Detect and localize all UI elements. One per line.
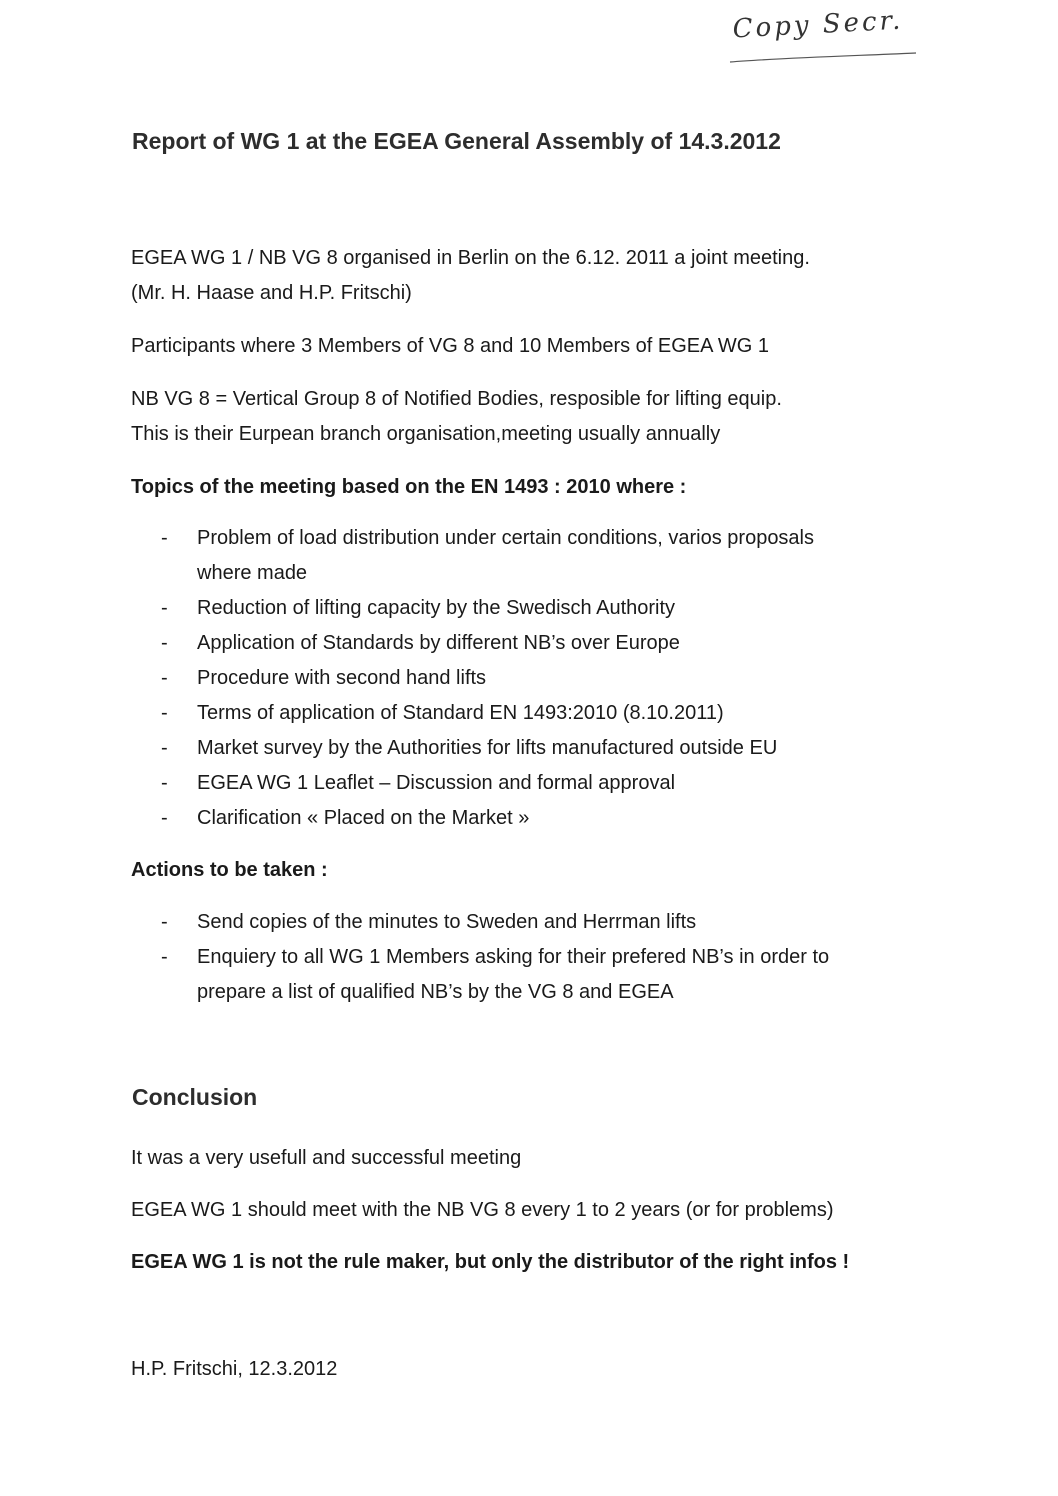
list-item-text: Enquiery to all WG 1 Members asking for their prefered NB’s in order to [197, 946, 830, 968]
list-item-text: Procedure with second hand lifts [197, 667, 487, 689]
intro-line-1: EGEA WG 1 / NB VG 8 organised in Berlin on the 6.12. 2011 a joint meeting. [131, 247, 810, 269]
list-item-text: Clarification « Placed on the Market » [197, 807, 530, 829]
handwritten-note: Copy Secr. [731, 5, 905, 45]
list-item [131, 591, 814, 626]
conclusion-line-2: EGEA WG 1 should meet with the NB VG 8 every 1 to 2 years (or for problems) [131, 1199, 834, 1221]
actions-heading: Actions to be taken : [131, 859, 328, 881]
list-item-text: Send copies of the minutes to Sweden and Herrman lifts [197, 911, 697, 933]
list-item [131, 521, 814, 591]
list-dash: - [161, 597, 168, 619]
list-dash: - [161, 772, 168, 794]
list-item [131, 661, 814, 696]
intro-line-2: (Mr. H. Haase and H.P. Fritschi) [131, 282, 412, 304]
topics-heading: Topics of the meeting based on the EN 1493 : 2010 where : [131, 476, 687, 498]
list-dash: - [161, 632, 168, 654]
document-title: Report of WG 1 at the EGEA General Assembly of 14.3.2012 [132, 128, 781, 154]
list-item [131, 766, 814, 801]
list-item [131, 696, 814, 731]
list-item-text: EGEA WG 1 Leaflet – Discussion and formal approval [197, 772, 676, 794]
list-item [131, 626, 814, 661]
list-item-text: Problem of load distribution under certain conditions, varios proposals [197, 527, 815, 549]
definition-line-2: This is their Eurpean branch organisation,meeting usually annually [131, 423, 721, 445]
list-dash: - [161, 946, 168, 968]
list-item-text: Terms of application of Standard EN 1493:2010 (8.10.2011) [197, 702, 724, 724]
list-dash: - [161, 911, 168, 933]
list-item-text: Reduction of lifting capacity by the Swedisch Authority [197, 597, 676, 619]
list-item-text: Application of Standards by different NB’s over Europe [197, 632, 680, 654]
handwritten-underline [728, 10, 918, 70]
handwritten-annotation [728, 5, 918, 70]
list-item [131, 801, 814, 836]
list-dash: - [161, 702, 168, 724]
conclusion-heading: Conclusion [132, 1084, 258, 1110]
list-item [131, 731, 814, 766]
list-item [131, 905, 829, 940]
definition-line-1: NB VG 8 = Vertical Group 8 of Notified Bodies, resposible for lifting equip. [131, 388, 782, 410]
participants-text: Participants where 3 Members of VG 8 and 10 Members of EGEA WG 1 [131, 335, 770, 357]
signature: H.P. Fritschi, 12.3.2012 [131, 1358, 338, 1380]
list-dash: - [161, 527, 168, 549]
list-item-text: Market survey by the Authorities for lifts manufactured outside EU [197, 737, 778, 759]
list-dash: - [161, 667, 168, 689]
conclusion-line-3: EGEA WG 1 is not the rule maker, but only the distributor of the right infos ! [131, 1251, 850, 1273]
list-item-text-cont: where made [197, 562, 308, 584]
list-dash: - [161, 737, 168, 759]
list-item [131, 940, 829, 1010]
actions-list [131, 905, 829, 1010]
list-dash: - [161, 807, 168, 829]
conclusion-line-1: It was a very usefull and successful meeting [131, 1147, 522, 1169]
topics-list [131, 521, 814, 836]
list-item-text-cont: prepare a list of qualified NB’s by the VG 8 and EGEA [197, 981, 674, 1003]
